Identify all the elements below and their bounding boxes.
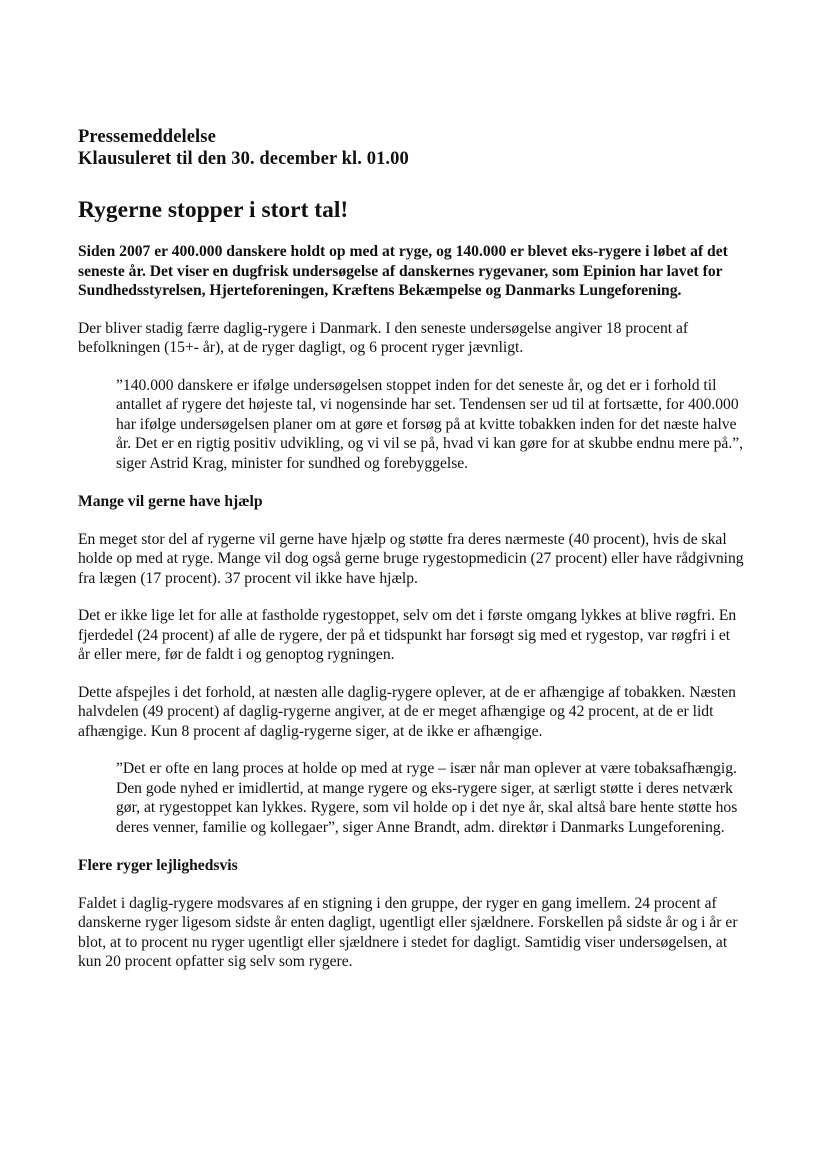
body-paragraph-5: Faldet i daglig-rygere modsvares af en stigning i den gruppe, der ryger en gang imellem. 24 procent af danskerne ryger ligesom sidste år enten dagligt, ugentligt eller sjældnere. Forskellen på sidste år og i år er blot, at to procent nu ryger ugentligt eller sjældnere i stedet for dagligt. Samtidig viser undersøgelsen, at kun 20 procent opfatter sig selv som rygere. bbox=[78, 894, 738, 970]
quote-minister: ”140.000 danskere er ifølge undersøgelsen stoppet inden for det seneste år, og det er i forhold til antallet af rygere det højeste tal, vi nogensinde har set. Tendensen ser ud til at fortsætte, for 400.000 har ifølge undersøgelsen planer om at gøre et forsøg på at kvitte tobakken inden for det næste halve år. Det er en rigtig positiv udvikling, og vi vil se på, hvad vi kan gøre for at skubbe endnu mere på.”, siger Astrid Krag, minister for sundhed og forebyggelse. bbox=[116, 376, 744, 472]
embargo-line: Klausuleret til den 30. december kl. 01.00 bbox=[78, 149, 409, 169]
document-type-label: Pressemeddelelse bbox=[78, 127, 216, 147]
body-paragraph-3: Det er ikke lige let for alle at fastholde rygestoppet, selv om det i første omgang lykkes at blive røgfri. En fjerdedel (24 procent) af alle de rygere, der på et tidspunkt har forsøgt sig med et rygestop, var røgfri i et år eller mere, før de faldt i og genoptog rygningen. bbox=[78, 607, 737, 663]
body-paragraph-2: En meget stor del af rygerne vil gerne have hjælp og støtte fra deres nærmeste (40 procent), hvis de skal holde op med at ryge. Mange vil dog også gerne bruge rygestopmedicin (27 procent) eller have rådgivning fra lægen (17 procent). 37 procent vil ikke have hjælp. bbox=[78, 530, 744, 587]
section-heading-help: Mange vil gerne have hjælp bbox=[78, 493, 263, 510]
quote-director: ”Det er ofte en lang proces at holde op med at ryge – især når man oplever at være tobaksafhængig. Den gode nyhed er imidlertid, at mange rygere og eks-rygere siger, at særligt støtte i deres netværk gør, at rygestoppet kan lykkes. Rygere, som vil holde op i det nye år, skal altså bare hente støtte hos deres venner, familie og kollegaer”, siger Anne Brandt, adm. direktør i Danmarks Lungeforening. bbox=[116, 760, 738, 836]
lead-paragraph: Siden 2007 er 400.000 danskere holdt op med at ryge, og 140.000 er blevet eks-rygere i løbet af det seneste år. Det viser en dugfrisk undersøgelse af danskernes rygevaner, som Epinion har lavet for Sundhedsstyrelsen, Hjerteforeningen, Kræftens Bekæmpelse og Danmarks Lungeforening. bbox=[78, 243, 728, 299]
section-heading-occasional: Flere ryger lejlighedsvis bbox=[78, 857, 238, 874]
press-release bbox=[78, 126, 746, 972]
body-paragraph-1: Der bliver stadig færre daglig-rygere i Danmark. I den seneste undersøgelse angiver 18 procent af befolkningen (15+- år), at de ryger dagligt, og 6 procent ryger jævnligt. bbox=[78, 319, 689, 356]
headline: Rygerne stopper i stort tal! bbox=[78, 197, 349, 223]
body-paragraph-4: Dette afspejles i det forhold, at næsten alle daglig-rygere oplever, at de er afhængige af tobakken. Næsten halvdelen (49 procent) af daglig-rygerne angiver, at de er meget afhængige og 42 procent, at de er lidt afhængige. Kun 8 procent af daglig-rygerne siger, at de ikke er afhængige. bbox=[78, 683, 736, 740]
